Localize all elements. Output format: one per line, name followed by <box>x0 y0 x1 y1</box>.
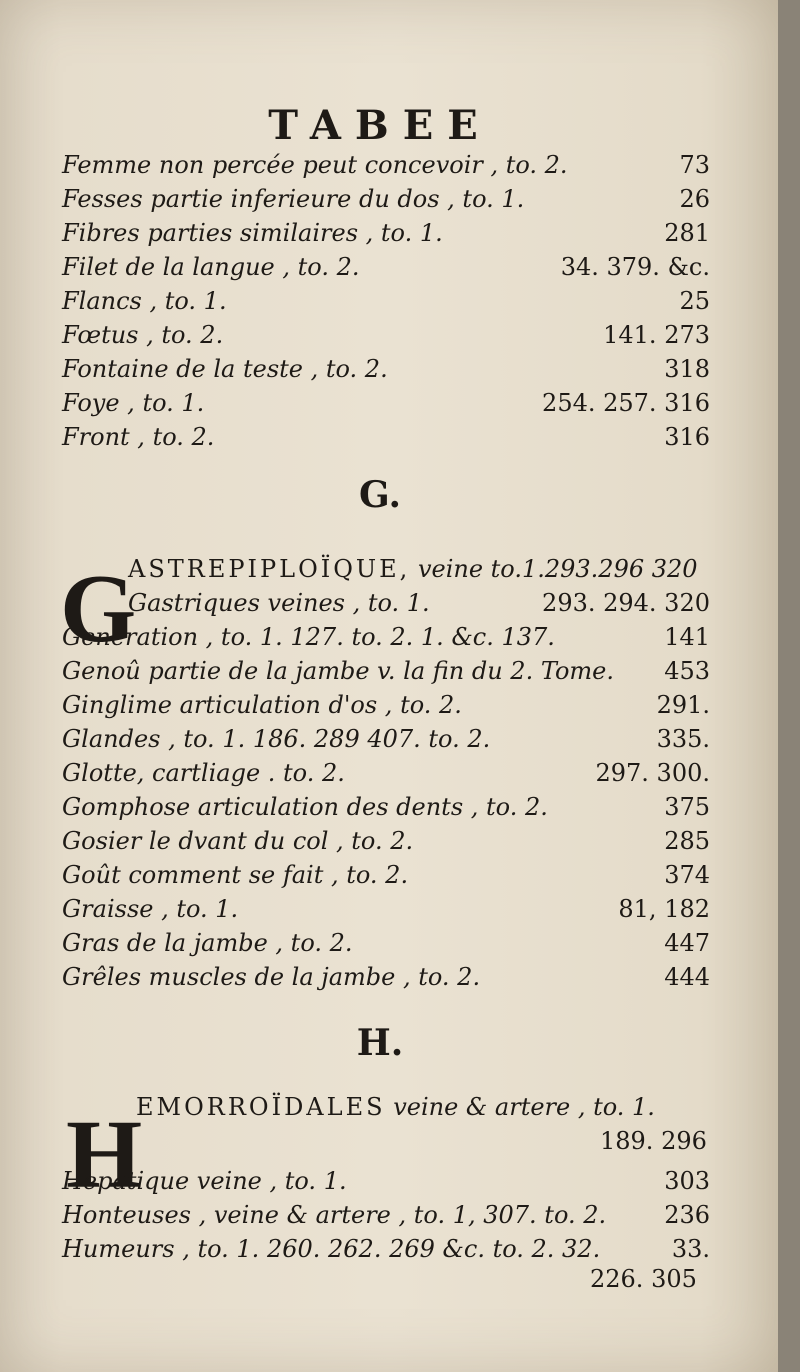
index-entry: Gastriques veines , to. 1. 293. 294. 320 <box>128 589 710 617</box>
index-entry-continuation: 226. 305 <box>590 1265 697 1293</box>
index-entry: Generation , to. 1. 127. to. 2. 1. &c. 137. 141 <box>62 623 710 651</box>
index-entry: Flancs , to. 1. 25 <box>62 287 710 315</box>
index-entry: Genoû partie de la jambe v. la fin du 2. Tome. 453 <box>62 657 710 685</box>
index-entry: Goût comment se fait , to. 2. 374 <box>62 861 710 889</box>
index-entry: Graisse , to. 1. 81, 182 <box>62 895 710 923</box>
index-entry-continuation: 189. 296 <box>600 1127 707 1155</box>
index-entry: Humeurs , to. 1. 260. 262. 269 &c. to. 2. 32. 33. <box>62 1235 710 1263</box>
index-entry: Femme non percée peut concevoir , to. 2. 73 <box>62 151 710 179</box>
index-entry: Honteuses , veine & artere , to. 1, 307. to. 2. 236 <box>62 1201 710 1229</box>
index-entry: Grêles muscles de la jambe , to. 2. 444 <box>62 963 710 991</box>
index-entry: Foye , to. 1. 254. 257. 316 <box>62 389 710 417</box>
index-entry: Gomphose articulation des dents , to. 2. 375 <box>62 793 710 821</box>
index-entry: Fesses partie inferieure du dos , to. 1. 26 <box>62 185 710 213</box>
index-entry-first: EMORROÏDALES veine & artere , to. 1. <box>136 1093 655 1121</box>
running-title: TABEE <box>268 102 492 149</box>
section-letter-g: G. <box>359 474 401 516</box>
index-entry: Ginglime articulation d'os , to. 2. 291. <box>62 691 710 719</box>
index-entry: Glotte, cartliage . to. 2. 297. 300. <box>62 759 710 787</box>
index-entry: Fontaine de la teste , to. 2. 318 <box>62 355 710 383</box>
section-letter-h: H. <box>356 1022 404 1064</box>
dropcap-g: G <box>60 555 137 663</box>
index-entry: Front , to. 2. 316 <box>62 423 710 451</box>
index-entry: Hepatique veine , to. 1. 303 <box>62 1167 710 1195</box>
index-entry: Fœtus , to. 2. 141. 273 <box>62 321 710 349</box>
dropcap-h: H <box>66 1101 143 1209</box>
index-entry-first: ASTREPIPLOÏQUE, veine to.1.293.296 320 <box>128 555 698 583</box>
index-entry: Fibres parties similaires , to. 1. 281 <box>62 219 710 247</box>
index-entry: Gras de la jambe , to. 2. 447 <box>62 929 710 957</box>
index-entry: Filet de la langue , to. 2. 34. 379. &c. <box>62 253 710 281</box>
index-entry: Glandes , to. 1. 186. 289 407. to. 2. 335. <box>62 725 710 753</box>
index-entry: Gosier le dvant du col , to. 2. 285 <box>62 827 710 855</box>
